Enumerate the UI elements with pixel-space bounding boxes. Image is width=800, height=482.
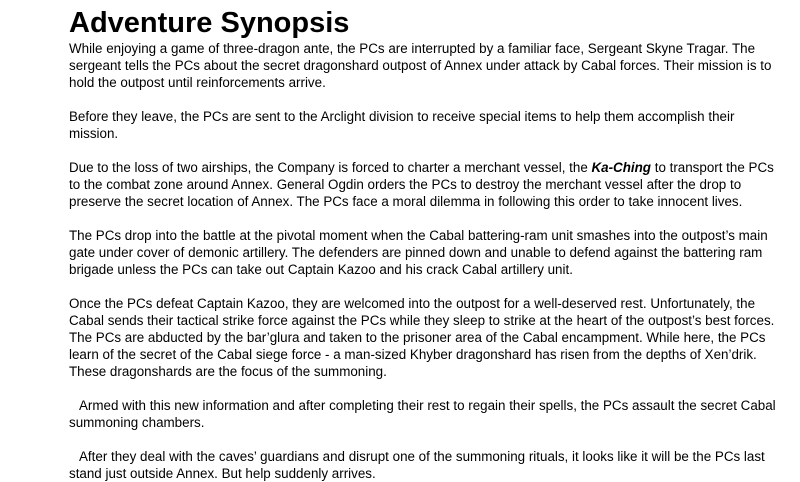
paragraph-3-text-after: to transport the PCs to the combat zone around Annex. General Ogdin orders the PCs to destroy the merchant vessel after the drop to preserve the secret location of Annex. The PCs face a moral dilemma in following this order to take innocent lives. (69, 160, 774, 209)
synopsis-paragraph-4: The PCs drop into the battle at the pivotal moment when the Cabal battering-ram unit smashes into the outpost’s main gate under cover of demonic artillery. The defenders are pinned down and unable to defend against the battering ram brigade unless the PCs can take out Captain Kazoo and his crack Cabal artillery unit. (69, 228, 768, 277)
ship-name: Ka-Ching (591, 160, 651, 175)
synopsis-paragraph-7: After they deal with the caves’ guardians and disrupt one of the summoning rituals, it looks like it will be the PCs last stand just outside Annex. But help suddenly arrives. (69, 449, 765, 481)
synopsis-paragraph-6: Armed with this new information and after completing their rest to regain their spells, the PCs assault the secret Cabal summoning chambers. (69, 398, 776, 430)
page-title: Adventure Synopsis (69, 7, 350, 39)
synopsis-paragraph-2: Before they leave, the PCs are sent to the Arclight division to receive special items to help them accomplish their mission. (69, 109, 735, 141)
synopsis-paragraph-1: While enjoying a game of three-dragon ante, the PCs are interrupted by a familiar face, Sergeant Skyne Tragar. The sergeant tells the PCs about the secret dragonshard outpost of Annex under attack by Cabal forces. Their mission is to hold the outpost until reinforcements arrive. (69, 41, 772, 90)
synopsis-paragraph-5: Once the PCs defeat Captain Kazoo, they are welcomed into the outpost for a well-deserved rest. Unfortunately, the Cabal sends their tactical strike force against the PCs while they sleep to strike at the heart of the outpost’s best forces. The PCs are abducted by the bar’glura and taken to the prisoner area of the Cabal encampment. While here, the PCs learn of the secret of the Cabal siege force - a man-sized Khyber dragonshard has risen from the depths of Xen’drik. These dragonshards are the focus of the summoning. (69, 296, 775, 379)
paragraph-3-text-before: Due to the loss of two airships, the Company is forced to charter a merchant vessel, the (69, 160, 592, 175)
synopsis-paragraph-3 (69, 159, 780, 210)
